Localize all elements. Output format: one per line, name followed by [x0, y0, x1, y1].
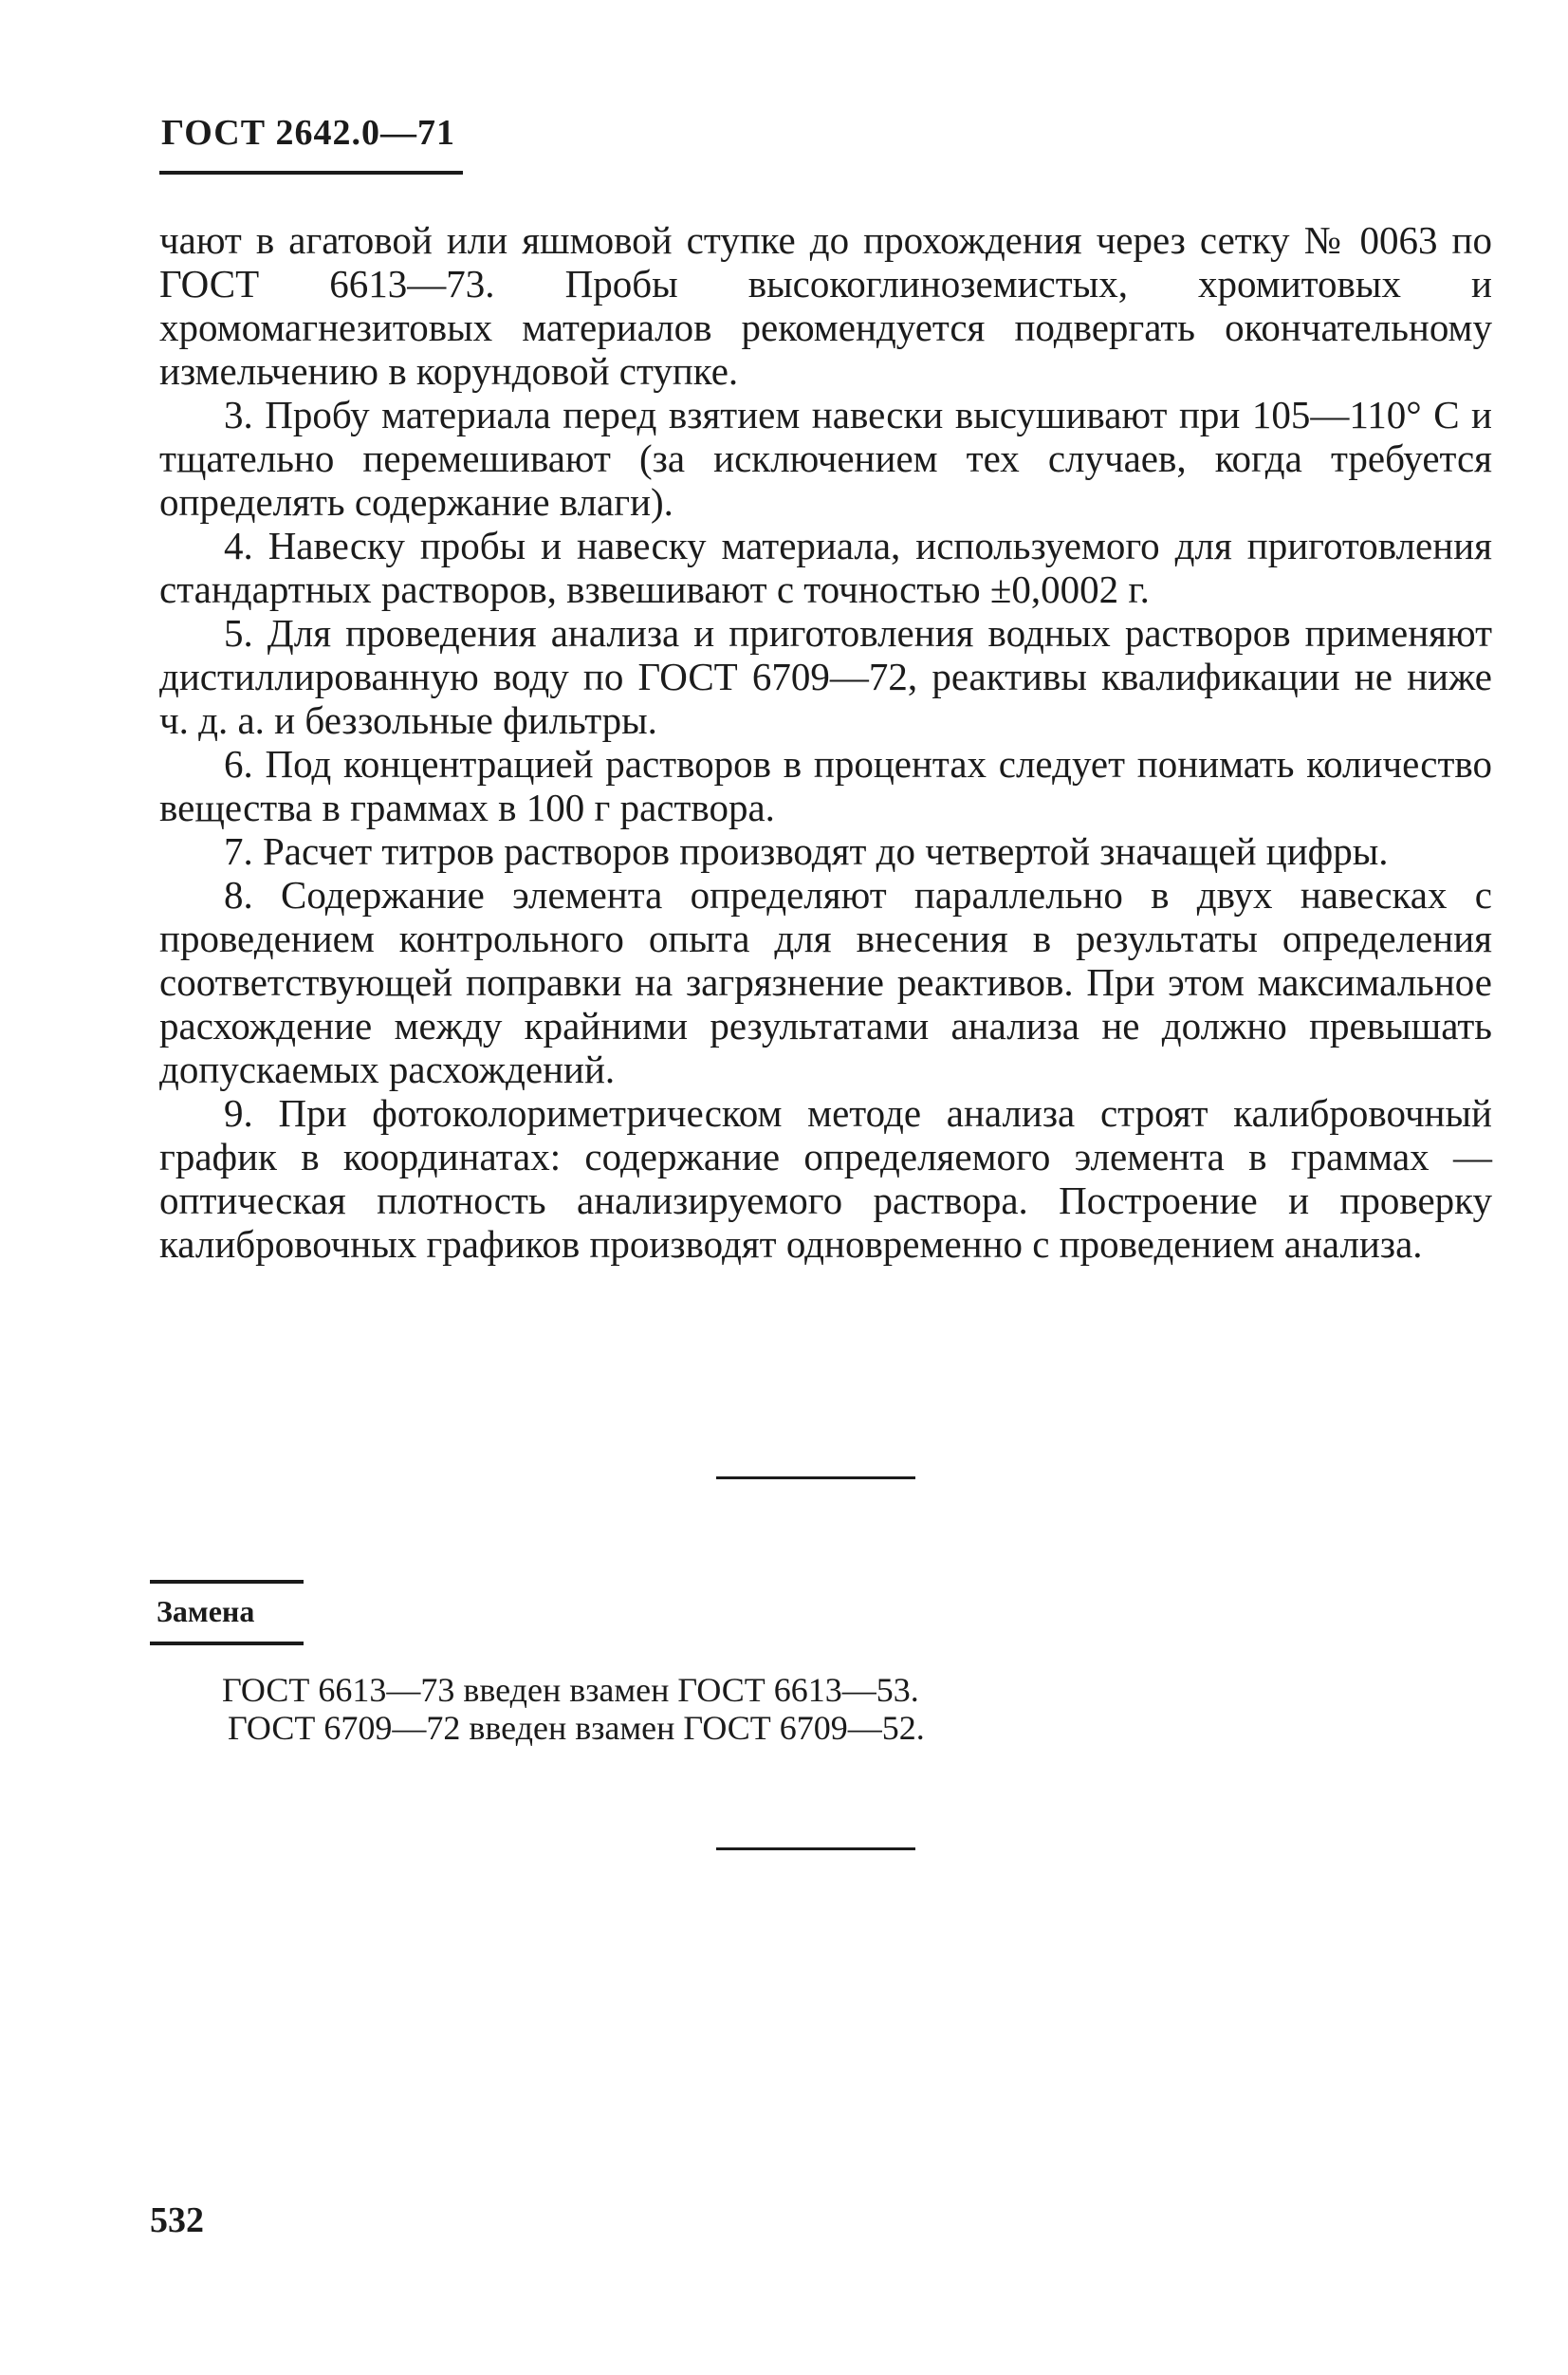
- paragraph-4: 4. Навеску пробы и навеску материала, используемого для приготовления стандартных растворов, взвешивают с точностью ±0,0002 г.: [159, 524, 1492, 611]
- paragraph-6: 6. Под концентрацией растворов в процентах следует понимать количество вещества в граммах в 100 г раствора.: [159, 742, 1492, 829]
- paragraph-8: 8. Содержание элемента определяют параллельно в двух навесках с проведением контрольного опыта для внесения в результаты определения соответствующей поправки на загрязнение реактивов. При этом максимальное расхождение между крайними результатами анализа не должно превышать допускаемых расхождений.: [159, 873, 1492, 1091]
- replacement-rule-top: [150, 1580, 304, 1584]
- paragraph-continuation: чают в агатовой или яшмовой ступке до прохождения через сетку № 0063 по ГОСТ 6613—73. Пробы высокоглиноземистых, хромитовых и хромомагнезитовых материалов рекомендуется подвергать окончательному измельчению в корундовой ступке.: [159, 218, 1492, 393]
- page-number: 532: [150, 2200, 204, 2240]
- document-header: ГОСТ 2642.0—71: [161, 113, 456, 153]
- header-rule: [159, 171, 463, 175]
- body-text: [159, 218, 1492, 1266]
- paragraph-9: 9. При фотоколориметрическом методе анализа строят калибровочный график в координатах: содержание определяемого элемента в граммах — оптическая плотность анализируемого раствора. Построение и проверку калибровочных графиков производят одновременно с проведением анализа.: [159, 1091, 1492, 1266]
- replacement-note: ГОСТ 6709—72 введен взамен ГОСТ 6709—52.: [228, 1709, 925, 1747]
- section-separator: [716, 1476, 915, 1479]
- paragraph-5: 5. Для проведения анализа и приготовления водных растворов применяют дистиллированную воду по ГОСТ 6709—72, реактивы квалификации не ниже ч. д. а. и беззольные фильтры.: [159, 611, 1492, 742]
- replacement-note: ГОСТ 6613—73 введен взамен ГОСТ 6613—53.: [222, 1671, 919, 1709]
- replacement-notes: [222, 1671, 925, 1747]
- section-separator: [716, 1847, 915, 1850]
- paragraph-3: 3. Пробу материала перед взятием навески высушивают при 105—110° С и тщательно перемешивают (за исключением тех случаев, когда требуется определять содержание влаги).: [159, 393, 1492, 524]
- replacement-rule-bottom: [150, 1642, 304, 1645]
- replacement-title: Замена: [157, 1594, 255, 1628]
- paragraph-7: 7. Расчет титров растворов производят до четвертой значащей цифры.: [224, 829, 1389, 873]
